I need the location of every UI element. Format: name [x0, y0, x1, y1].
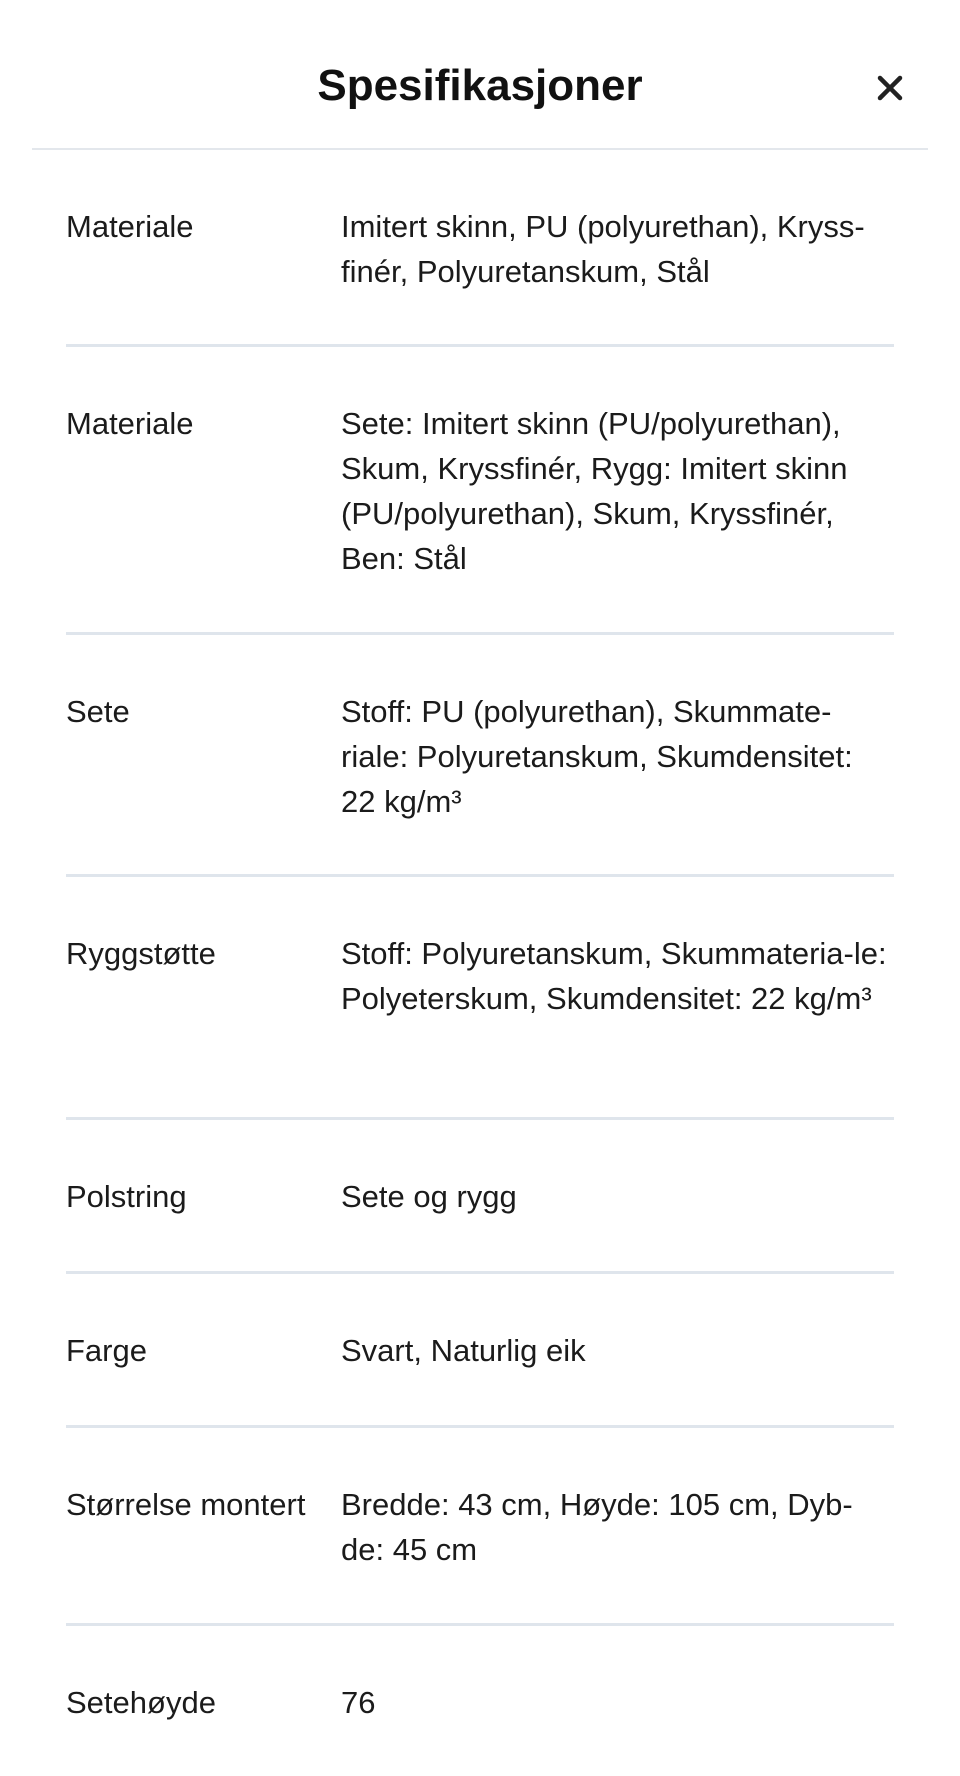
- specification-list: [66, 150, 894, 1776]
- spec-row-storrelse-montert: [66, 1428, 894, 1626]
- spec-value: Svart, Naturlig eik: [341, 1333, 586, 1368]
- spec-label: Størrelse montert: [66, 1487, 306, 1522]
- spec-value: Imitert skinn, PU (polyurethan), Kryss-finér, Polyuretanskum, Stål: [341, 209, 865, 289]
- spec-row-materiale-2: [66, 347, 894, 635]
- close-button[interactable]: [872, 70, 908, 106]
- spec-label: Setehøyde: [66, 1685, 216, 1720]
- spec-value: Bredde: 43 cm, Høyde: 105 cm, Dyb-de: 45 cm: [341, 1487, 853, 1567]
- spec-row-materiale-1: [66, 150, 894, 347]
- spec-value: Stoff: PU (polyurethan), Skummate-riale: Polyuretanskum, Skumdensitet: 22 kg/m³: [341, 694, 853, 819]
- spec-row-sete: [66, 635, 894, 877]
- spec-value: Sete: Imitert skinn (PU/polyurethan), Skum, Kryssfinér, Rygg: Imitert skinn (PU/polyurethan), Skum, Kryssfinér, Ben: Stål: [341, 406, 848, 576]
- modal-header: [32, 0, 928, 150]
- close-icon: [872, 70, 908, 106]
- spec-value: Stoff: Polyuretanskum, Skummateria-le: Polyeterskum, Skumdensitet: 22 kg/m³: [341, 936, 887, 1016]
- spec-label: Materiale: [66, 406, 194, 441]
- spec-label: Ryggstøtte: [66, 936, 216, 971]
- spec-label: Farge: [66, 1333, 147, 1368]
- spec-label: Materiale: [66, 209, 194, 244]
- spec-label: Sete: [66, 694, 130, 729]
- page-title: Spesifikasjoner: [317, 61, 643, 110]
- spec-value: Sete og rygg: [341, 1179, 517, 1214]
- spec-label: Polstring: [66, 1179, 187, 1214]
- spec-row-farge: [66, 1274, 894, 1428]
- spec-row-polstring: [66, 1120, 894, 1274]
- spec-row-ryggstotte: [66, 877, 894, 1120]
- spec-row-setehoyde: [66, 1626, 894, 1776]
- spec-value: 76: [341, 1685, 376, 1720]
